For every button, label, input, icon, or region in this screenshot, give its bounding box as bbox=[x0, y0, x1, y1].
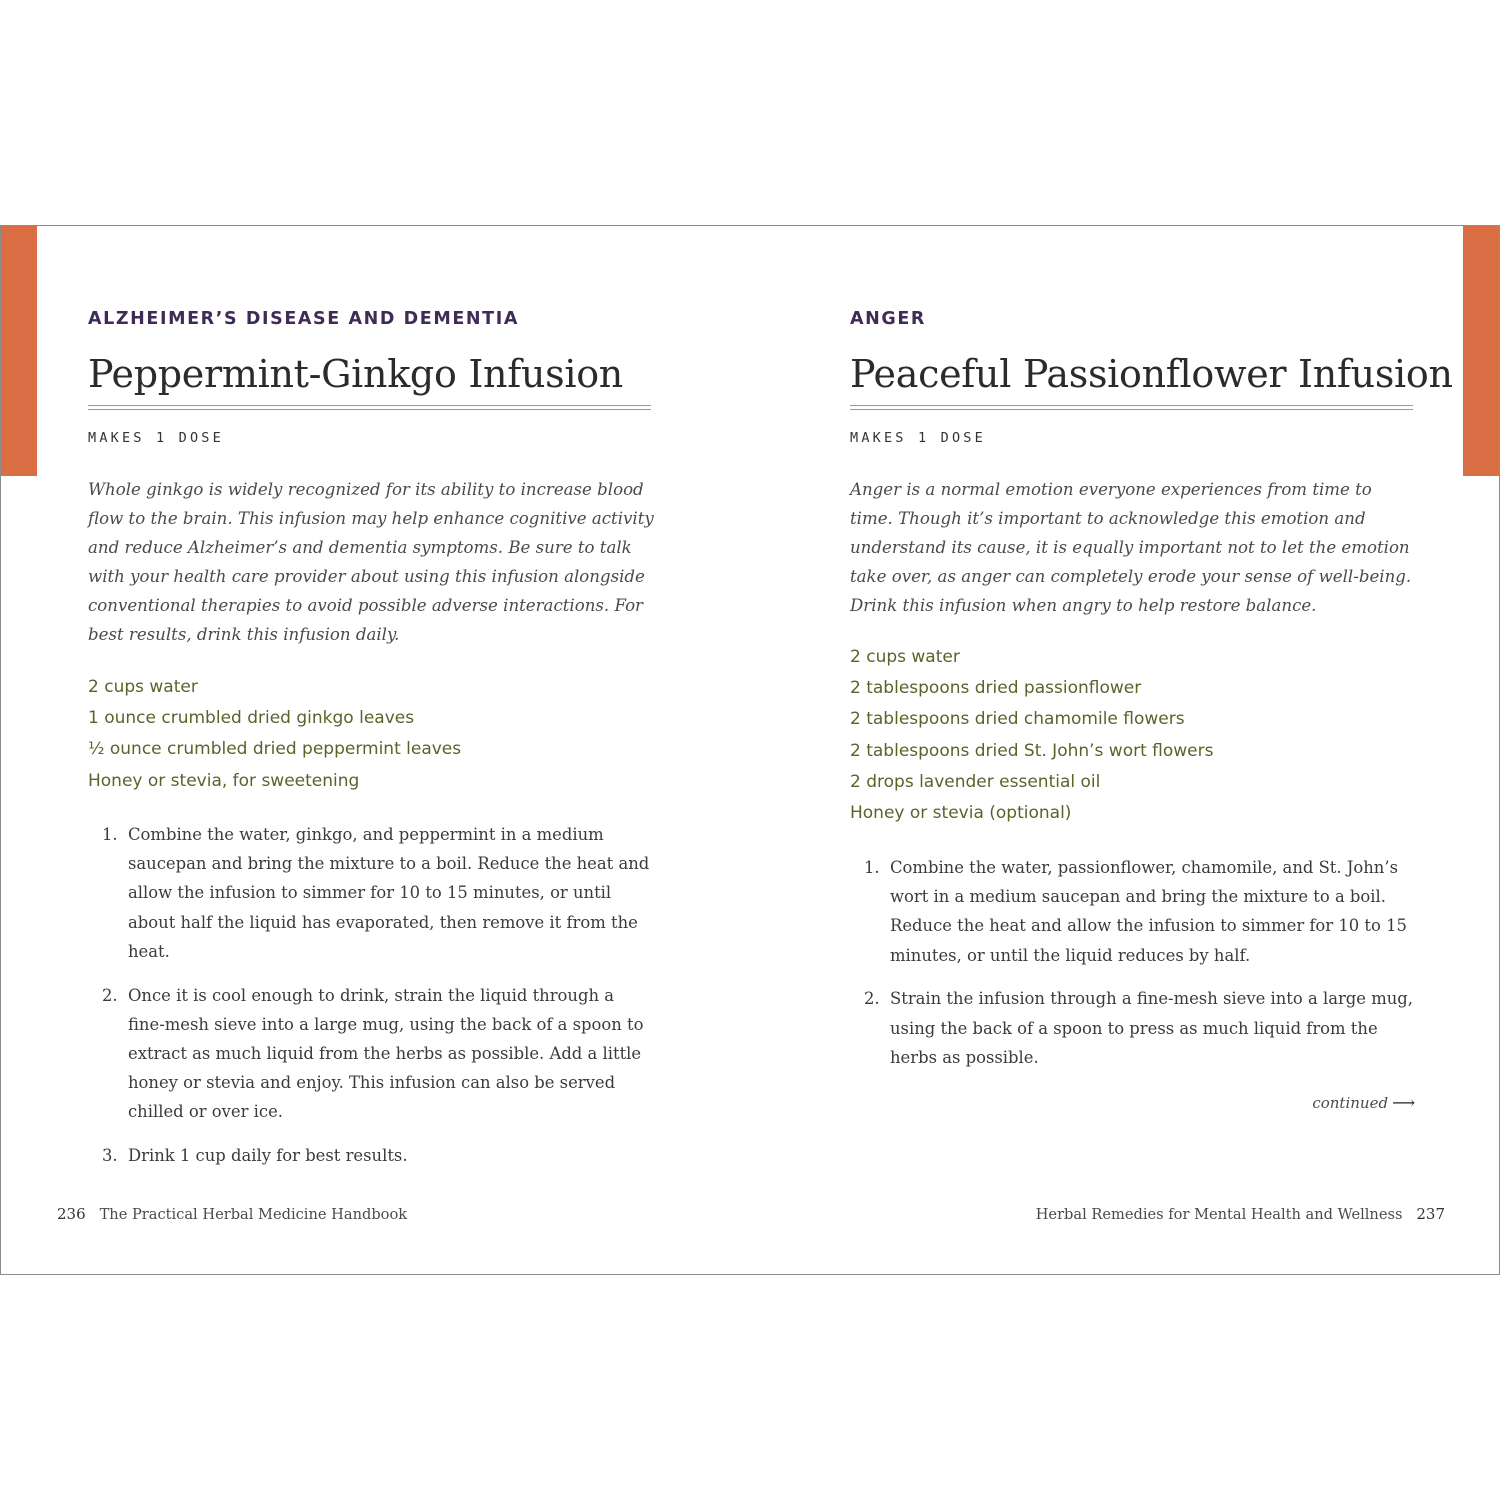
continued-note bbox=[1312, 1093, 1415, 1112]
ingredient-item: 2 cups water bbox=[850, 647, 960, 667]
right-category-heading: ANGER bbox=[850, 309, 926, 329]
ingredient-item: Honey or stevia (optional) bbox=[850, 803, 1072, 824]
left-makes-dose: MAKES 1 DOSE bbox=[88, 430, 224, 446]
left-intro-text: Whole ginkgo is widely recognized for its ability to increase blood flow to the brain. This infusion may help enhance cognitive activity and reduce Alzheimer’s and dementia symptoms. Be sure to talk with your health care provider about using this infusion alongside conventional therapies to avoid possible adverse interactions. For best results, drink this infusion daily. bbox=[88, 480, 654, 644]
step-text: Combine the water, passionflower, chamomile, and St. John’s wort in a medium saucepan and bring the mixture to a boil. Reduce the heat and allow the infusion to simmer for 10 to 15 minutes, or until the liquid reduces by half. bbox=[890, 858, 1407, 965]
step-item bbox=[88, 981, 653, 1127]
left-running-title: The Practical Herbal Medicine Handbook bbox=[99, 1206, 408, 1223]
step-text: Once it is cool enough to drink, strain the liquid through a fine-mesh sieve into a large mug, using the back of a spoon to extract as much liquid from the herbs as possible. Add a little honey or stevia and enjoy. This infusion can also be served chilled or over ice. bbox=[128, 985, 644, 1122]
ingredient-item: 2 drops lavender essential oil bbox=[850, 771, 1101, 792]
step-item bbox=[850, 853, 1415, 970]
step-number: 2. bbox=[102, 985, 118, 1005]
right-chapter-tab bbox=[1463, 226, 1499, 476]
ingredient-item: 2 tablespoons dried passionflower bbox=[850, 678, 1142, 699]
step-number: 1. bbox=[864, 858, 880, 877]
step-text: Combine the water, ginkgo, and peppermint in a medium saucepan and bring the mixture to a boil. Reduce the heat and allow the infusion to simmer for 10 to 15 minutes, or until about half the liquid has evaporated, then remove it from the heat. bbox=[128, 825, 650, 961]
step-number: 2. bbox=[864, 989, 880, 1009]
ingredient-item: 1 ounce crumbled dried ginkgo leaves bbox=[88, 708, 415, 729]
right-title-rule bbox=[850, 405, 1413, 410]
step-item bbox=[850, 984, 1415, 1072]
ingredient-item: ½ ounce crumbled dried peppermint leaves bbox=[88, 739, 462, 760]
step-item bbox=[88, 820, 653, 966]
right-steps-list bbox=[850, 853, 1415, 1086]
right-running-title: Herbal Remedies for Mental Health and Wellness bbox=[1035, 1206, 1403, 1223]
ingredient-item: 2 cups water bbox=[88, 677, 198, 697]
left-category-heading: ALZHEIMER’S DISEASE AND DEMENTIA bbox=[88, 309, 519, 329]
step-item bbox=[88, 1141, 653, 1170]
right-recipe-title: Peaceful Passionflower Infusion bbox=[850, 352, 1453, 396]
left-page-number: 236 bbox=[57, 1205, 86, 1223]
continued-label: continued bbox=[1312, 1094, 1389, 1112]
ingredient-item: Honey or stevia, for sweetening bbox=[88, 770, 360, 791]
ingredient-item: 2 tablespoons dried chamomile flowers bbox=[850, 709, 1185, 730]
right-page-footer bbox=[1036, 1205, 1445, 1223]
left-title-rule bbox=[88, 405, 651, 410]
step-text: Strain the infusion through a fine-mesh sieve into a large mug, using the back of a spoon to press as much liquid from the herbs as possible. bbox=[890, 989, 1414, 1067]
step-number: 1. bbox=[102, 825, 118, 844]
right-makes-dose: MAKES 1 DOSE bbox=[850, 430, 986, 446]
left-page-footer bbox=[57, 1205, 407, 1223]
right-intro-text: Anger is a normal emotion everyone experiences from time to time. Though it’s important to acknowledge this emotion and understand its cause, it is equally important not to let the emotion take over, as anger can completely erode your sense of well-being. Drink this infusion when angry to help restore balance. bbox=[850, 480, 1412, 615]
left-recipe-title: Peppermint-Ginkgo Infusion bbox=[88, 352, 623, 396]
right-ingredients-list bbox=[850, 642, 1214, 829]
left-steps-list bbox=[88, 820, 653, 1185]
step-text: Drink 1 cup daily for best results. bbox=[128, 1146, 408, 1166]
book-spread bbox=[0, 225, 1500, 1275]
arrow-right-icon: ⟶ bbox=[1392, 1093, 1415, 1112]
ingredient-item: 2 tablespoons dried St. John’s wort flowers bbox=[850, 740, 1214, 761]
left-ingredients-list bbox=[88, 672, 461, 797]
right-page-number: 237 bbox=[1416, 1205, 1445, 1223]
left-chapter-tab bbox=[1, 226, 37, 476]
step-number: 3. bbox=[102, 1146, 118, 1166]
